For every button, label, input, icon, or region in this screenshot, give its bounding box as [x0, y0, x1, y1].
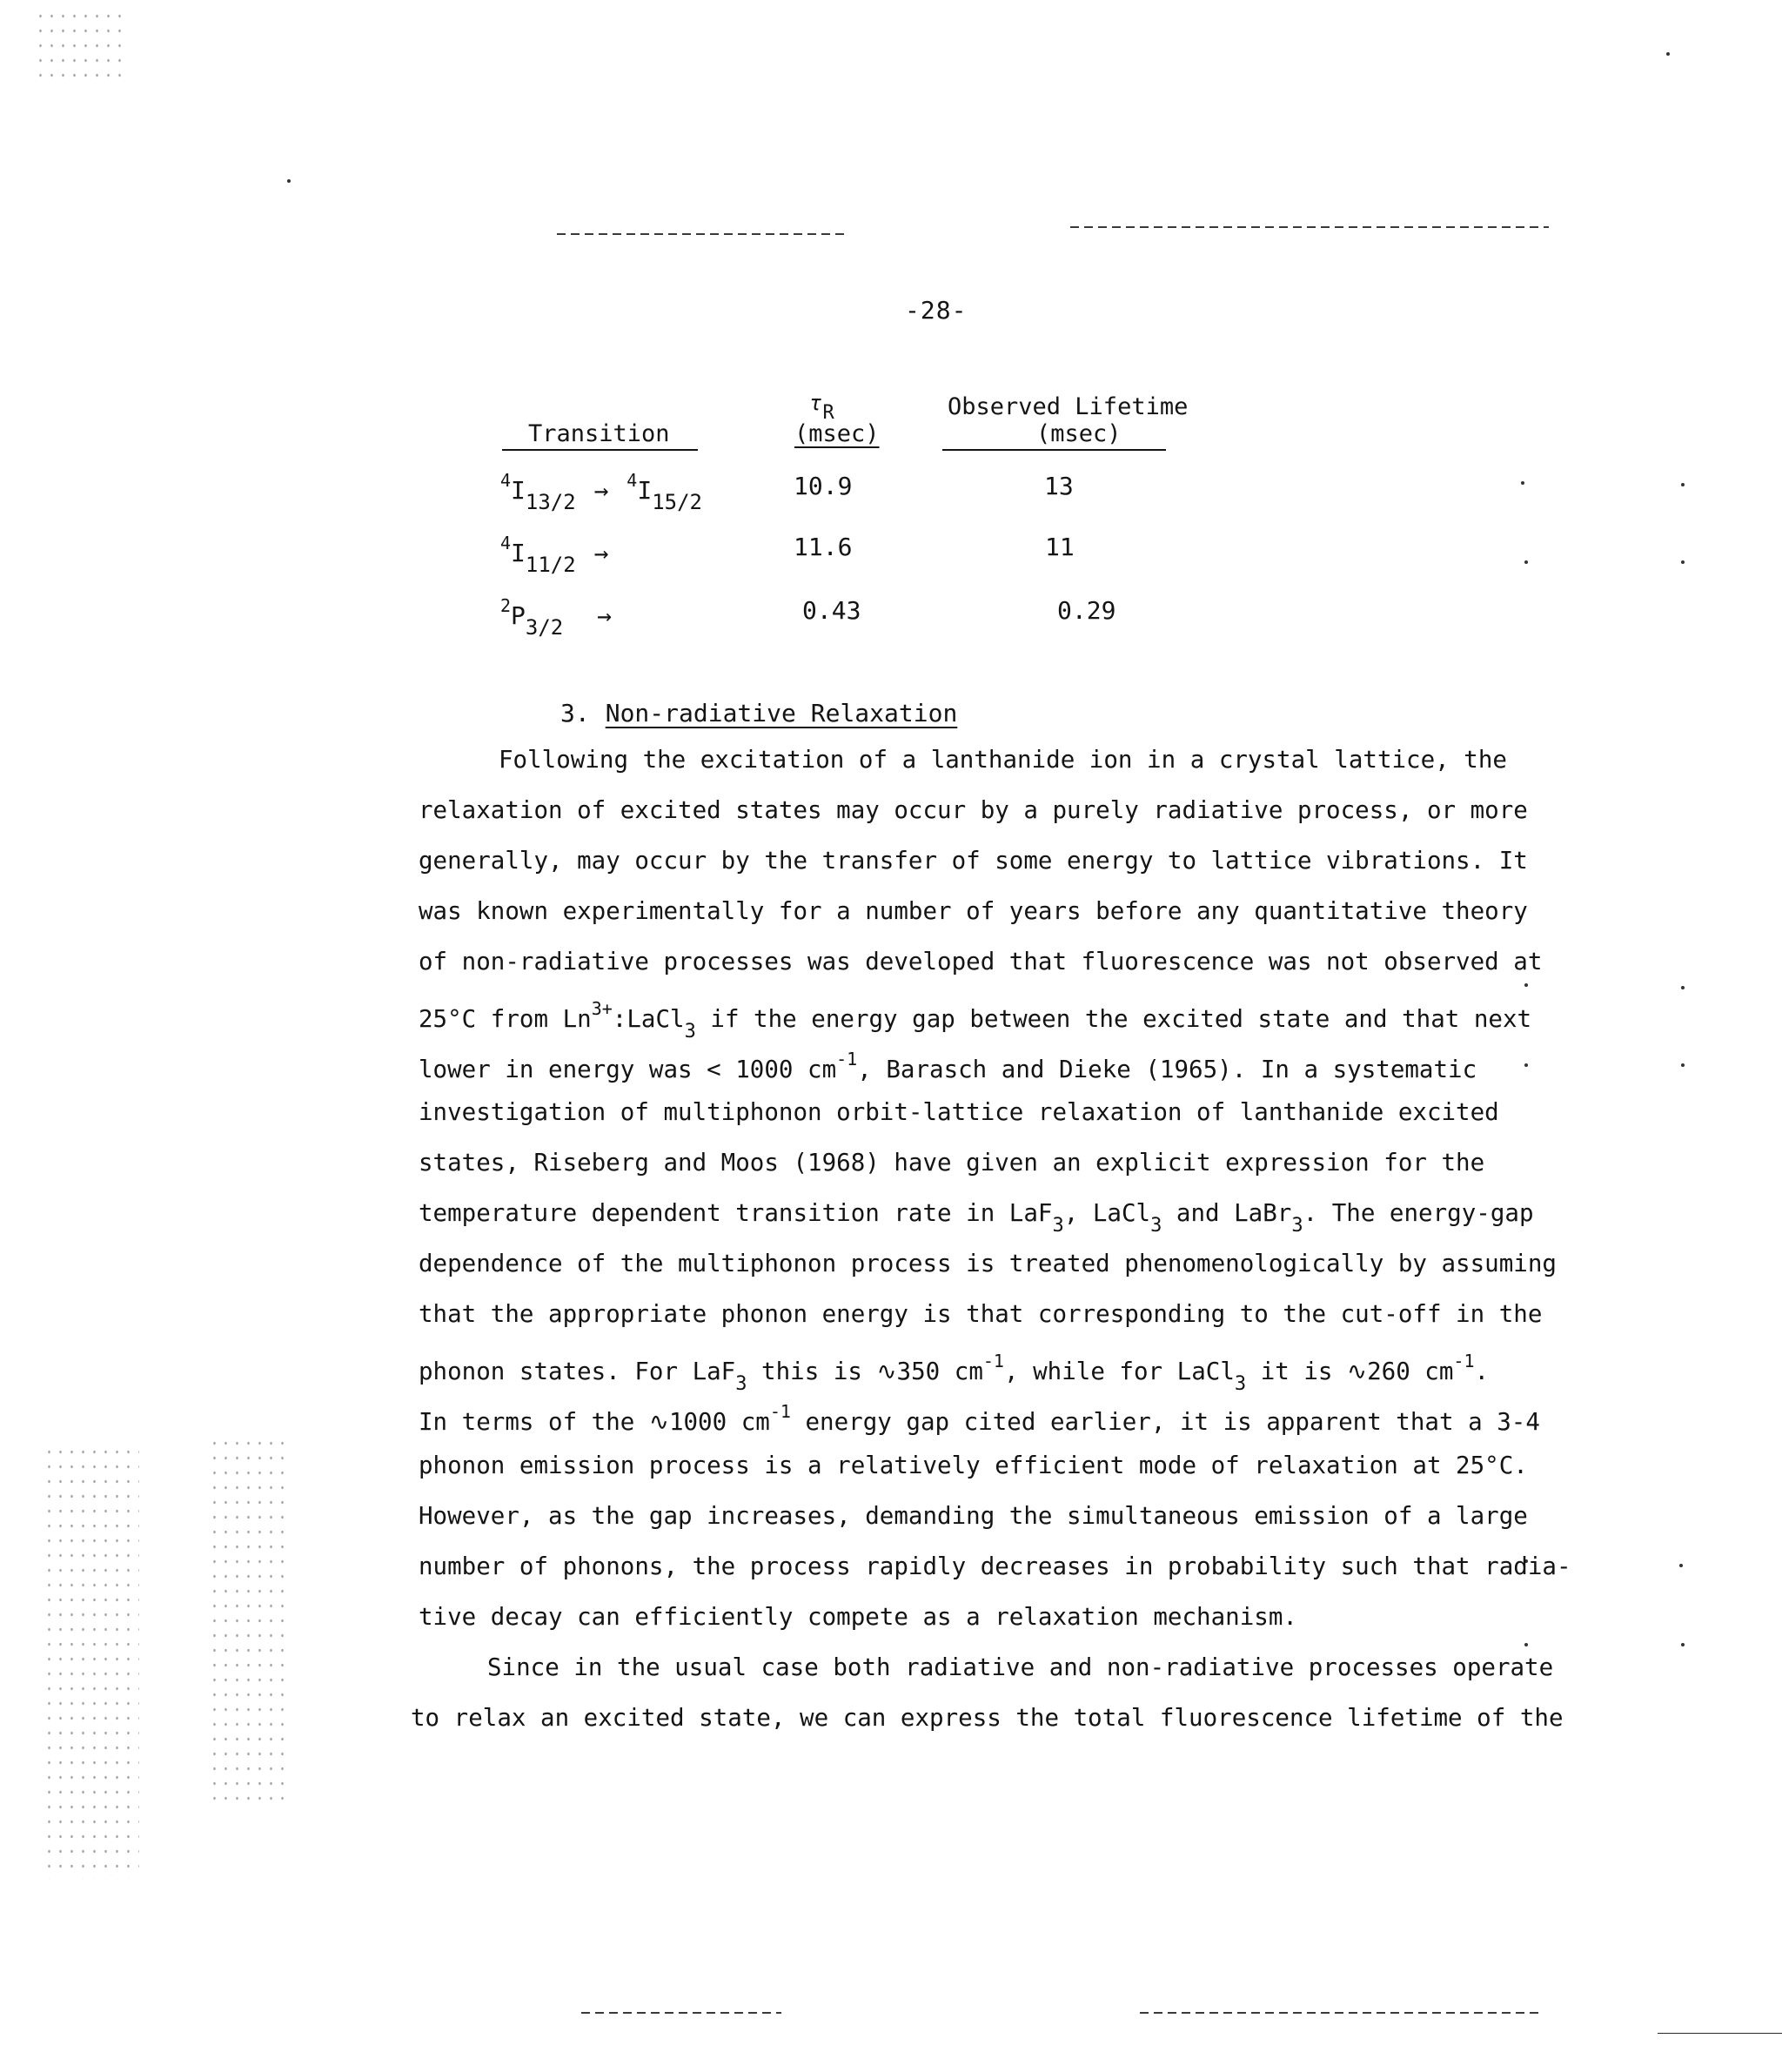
table-header-observed-unit: [1036, 420, 1122, 447]
scan-artifact-speck: [287, 179, 291, 183]
scan-artifact-speck: [1524, 560, 1528, 564]
scan-artifact-speck: [1681, 986, 1685, 989]
paragraph-1-line: number of phonons, the process rapidly decreases in probability such that radia-: [419, 1552, 1571, 1580]
paragraph-1-line: generally, may occur by the transfer of some energy to lattice vibrations. It: [419, 847, 1528, 875]
scan-artifact-speck: [1524, 1643, 1528, 1646]
table-header-observed: [948, 393, 1188, 420]
observed-header-underline: [942, 449, 1166, 451]
paragraph-1-line: dependence of the multiphonon process is treated phenomenologically by assuming: [419, 1250, 1557, 1277]
tau-subscript: R: [822, 402, 834, 424]
table-row-3-transition: $^2P_{3/2}$ →: [500, 595, 612, 640]
scan-artifact-speck: [1521, 481, 1524, 485]
paragraph-1-line: states, Riseberg and Moos (1968) have given an explicit expression for the: [419, 1149, 1485, 1177]
paragraph-1-line: of non-radiative processes was developed that fluorescence was not observed at: [419, 948, 1543, 976]
paragraph-1-line: 25°C from $Ln^{3+}:LaCl_3$ if the energy gap between the excited state and that next: [419, 998, 1532, 1043]
tau-unit-label: (msec): [794, 420, 880, 447]
paragraph-1-line: temperature dependent transition rate in LaF$_3$, LaCl$_3$ and LaBr$_3$. The energy-gap: [419, 1199, 1534, 1237]
scan-artifact-speck: [1666, 52, 1670, 56]
table-row-1-observed: 13: [1044, 472, 1074, 500]
scan-artifact-speck: [1524, 1063, 1528, 1067]
paragraph-1-line: phonon states. For LaF$_3$ this is ∿350 $cm^{-1}$, while for LaCl$_3$ it is ∿260 $cm^{-1}$.: [419, 1351, 1490, 1395]
scan-artifact-speck: [1679, 1564, 1683, 1567]
scan-artifact-speck: [1681, 1643, 1685, 1646]
arrow-icon: →: [597, 601, 612, 630]
scan-artifact-top-rule-left: [557, 233, 844, 235]
paragraph-1-line: tive decay can efficiently compete as a relaxation mechanism.: [419, 1603, 1297, 1631]
table-header-tau-unit: [794, 420, 880, 447]
paragraph-1-line: lower in energy was < 1000 $cm^{-1}$, Barasch and Dieke (1965). In a systematic: [419, 1049, 1477, 1083]
scan-artifact-noise: [44, 1445, 139, 1880]
scan-artifact-bottom-rule-right: [1140, 2012, 1540, 2014]
scan-artifact-noise: [209, 1436, 287, 1801]
paragraph-1-line: phonon emission process is a relatively efficient mode of relaxation at 25°C.: [419, 1452, 1528, 1479]
table-row-2-tau: 11.6: [794, 533, 853, 561]
paragraph-1-line: In terms of the ∿1000 $cm^{-1}$ energy gap cited earlier, it is apparent that a 3-4: [419, 1401, 1540, 1436]
page-number: -28-: [905, 296, 968, 325]
scan-artifact-top-rule-right: [1070, 226, 1549, 228]
paragraph-1-line: investigation of multiphonon orbit-lattice relaxation of lanthanide excited: [419, 1098, 1499, 1126]
transition-header-label: Transition: [528, 420, 670, 447]
table-row-3-tau: 0.43: [802, 596, 861, 625]
scan-artifact-speck: [1524, 983, 1528, 987]
transition-header-underline: [502, 449, 698, 451]
table-row-1-transition: $^4I_{13/2} \to ^4I_{15/2}$: [500, 470, 702, 514]
arrow-icon: →: [593, 476, 609, 505]
paragraph-1-line: However, as the gap increases, demanding the simultaneous emission of a large: [419, 1502, 1528, 1530]
paragraph-2-line: to relax an excited state, we can express the total fluorescence lifetime of the: [411, 1704, 1564, 1732]
table-header-transition: [528, 420, 670, 447]
paragraph-1-line: relaxation of excited states may occur by a purely radiative process, or more: [419, 796, 1528, 824]
scan-artifact-noise: [35, 9, 122, 78]
observed-header-line1: Observed Lifetime: [948, 393, 1189, 420]
table-row-2-observed: 11: [1045, 533, 1075, 561]
paragraph-1-line: was known experimentally for a number of years before any quantitative theory: [419, 897, 1528, 925]
section-heading: [560, 699, 957, 728]
section-number: 3.: [560, 699, 590, 728]
table-row-1-tau: 10.9: [794, 472, 853, 500]
tau-symbol: τ: [809, 391, 822, 415]
scan-artifact-bottom-corner-rule: [1658, 2033, 1782, 2034]
term-multiplicity: 4: [500, 470, 512, 491]
scan-artifact-speck: [1681, 1063, 1685, 1067]
table-row-2-transition: $^4I_{11/2}$ →: [500, 533, 609, 577]
paragraph-1-line: Following the excitation of a lanthanide ion in a crystal lattice, the: [499, 746, 1507, 774]
observed-header-line2: (msec): [1036, 420, 1122, 447]
table-row-3-observed: 0.29: [1057, 596, 1116, 625]
paragraph-2-line: Since in the usual case both radiative and non-radiative processes operate: [487, 1653, 1554, 1681]
scan-artifact-speck: [1681, 483, 1685, 486]
paragraph-1-line: that the appropriate phonon energy is that corresponding to the cut-off in the: [419, 1300, 1543, 1328]
scan-artifact-bottom-rule-left: [581, 2012, 781, 2014]
arrow-icon: →: [593, 539, 609, 567]
section-title: Non-radiative Relaxation: [605, 699, 958, 728]
scan-artifact-speck: [1681, 560, 1685, 564]
